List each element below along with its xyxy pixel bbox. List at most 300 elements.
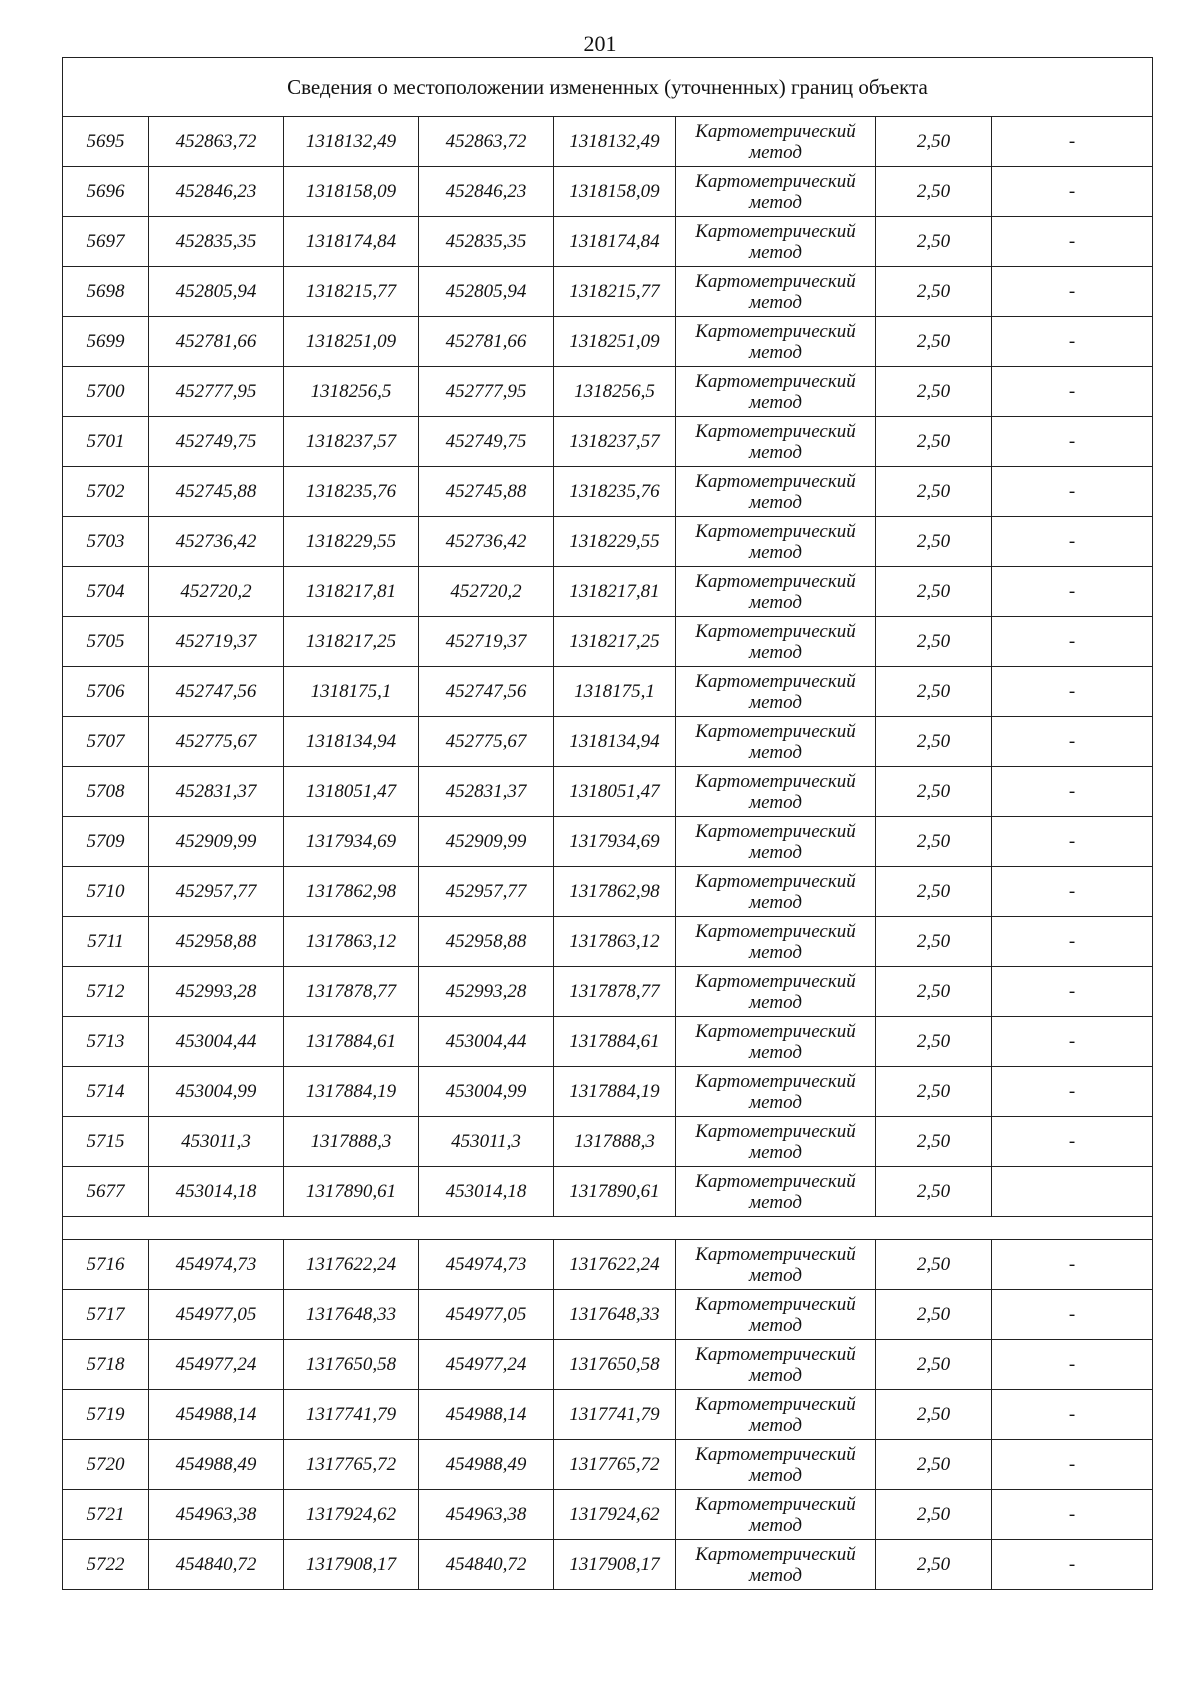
cell-accuracy: 2,50 <box>876 1340 992 1390</box>
cell-note: - <box>992 517 1153 567</box>
cell-point-number: 5722 <box>63 1540 149 1590</box>
cell-note: - <box>992 817 1153 867</box>
cell-y-existing: 1317741,79 <box>284 1390 419 1440</box>
table-row <box>63 817 1153 867</box>
table-row <box>63 517 1153 567</box>
method-line1: Картометрический <box>695 1343 856 1365</box>
cell-point-number: 5717 <box>63 1290 149 1340</box>
method-line1: Картометрический <box>695 820 856 842</box>
cell-method <box>676 1167 876 1217</box>
cell-note: - <box>992 1490 1153 1540</box>
cell-x-existing: 452846,23 <box>149 167 284 217</box>
cell-y-existing: 1317650,58 <box>284 1340 419 1390</box>
cell-accuracy: 2,50 <box>876 567 992 617</box>
cell-x-new: 452835,35 <box>419 217 554 267</box>
cell-y-existing: 1318256,5 <box>284 367 419 417</box>
table-row <box>63 317 1153 367</box>
method-line2: метод <box>749 891 802 913</box>
method-line2: метод <box>749 441 802 463</box>
cell-method <box>676 1240 876 1290</box>
cell-accuracy: 2,50 <box>876 667 992 717</box>
cell-note: - <box>992 267 1153 317</box>
cell-y-existing: 1318235,76 <box>284 467 419 517</box>
cell-x-new: 452831,37 <box>419 767 554 817</box>
cell-y-new: 1317862,98 <box>554 867 676 917</box>
cell-y-new: 1318174,84 <box>554 217 676 267</box>
cell-x-new: 452993,28 <box>419 967 554 1017</box>
cell-method <box>676 1340 876 1390</box>
cell-method <box>676 317 876 367</box>
cell-y-existing: 1317622,24 <box>284 1240 419 1290</box>
cell-x-new: 454988,14 <box>419 1390 554 1440</box>
cell-point-number: 5711 <box>63 917 149 967</box>
method-line1: Картометрический <box>695 770 856 792</box>
method-line1: Картометрический <box>695 720 856 742</box>
cell-note: - <box>992 317 1153 367</box>
cell-x-new: 454977,05 <box>419 1290 554 1340</box>
cell-note: - <box>992 1390 1153 1440</box>
cell-y-new: 1318215,77 <box>554 267 676 317</box>
cell-accuracy: 2,50 <box>876 917 992 967</box>
cell-point-number: 5710 <box>63 867 149 917</box>
cell-point-number: 5696 <box>63 167 149 217</box>
method-line1: Картометрический <box>695 620 856 642</box>
cell-method <box>676 1017 876 1067</box>
cell-note: - <box>992 1340 1153 1390</box>
table-row <box>63 1390 1153 1440</box>
method-line1: Картометрический <box>695 1020 856 1042</box>
cell-x-new: 452781,66 <box>419 317 554 367</box>
cell-method <box>676 1290 876 1340</box>
method-line2: метод <box>749 941 802 963</box>
cell-x-existing: 452775,67 <box>149 717 284 767</box>
method-line2: метод <box>749 1414 802 1436</box>
cell-y-new: 1317863,12 <box>554 917 676 967</box>
cell-method <box>676 1490 876 1540</box>
cell-point-number: 5705 <box>63 617 149 667</box>
cell-x-existing: 452781,66 <box>149 317 284 367</box>
cell-point-number: 5714 <box>63 1067 149 1117</box>
cell-point-number: 5720 <box>63 1440 149 1490</box>
method-line1: Картометрический <box>695 1070 856 1092</box>
cell-y-existing: 1317934,69 <box>284 817 419 867</box>
cell-x-new: 452909,99 <box>419 817 554 867</box>
cell-point-number: 5704 <box>63 567 149 617</box>
cell-note: - <box>992 867 1153 917</box>
method-line1: Картометрический <box>695 370 856 392</box>
cell-x-new: 454974,73 <box>419 1240 554 1290</box>
cell-method <box>676 817 876 867</box>
cell-x-existing: 454988,14 <box>149 1390 284 1440</box>
method-line1: Картометрический <box>695 270 856 292</box>
method-line2: метод <box>749 241 802 263</box>
cell-y-new: 1318217,81 <box>554 567 676 617</box>
cell-x-existing: 454840,72 <box>149 1540 284 1590</box>
cell-accuracy: 2,50 <box>876 1490 992 1540</box>
cell-note: - <box>992 167 1153 217</box>
cell-accuracy: 2,50 <box>876 467 992 517</box>
cell-note: - <box>992 1540 1153 1590</box>
cell-method <box>676 517 876 567</box>
cell-note: - <box>992 1440 1153 1490</box>
cell-x-new: 454988,49 <box>419 1440 554 1490</box>
cell-x-existing: 454974,73 <box>149 1240 284 1290</box>
cell-accuracy: 2,50 <box>876 717 992 767</box>
cell-x-new: 452846,23 <box>419 167 554 217</box>
cell-x-existing: 452993,28 <box>149 967 284 1017</box>
cell-point-number: 5700 <box>63 367 149 417</box>
cell-y-existing: 1317884,61 <box>284 1017 419 1067</box>
method-line1: Картометрический <box>695 1170 856 1192</box>
cell-y-new: 1317884,19 <box>554 1067 676 1117</box>
method-line2: метод <box>749 341 802 363</box>
table-row <box>63 1240 1153 1290</box>
table-header-row <box>63 58 1153 117</box>
boundary-coordinates-table <box>62 57 1153 1590</box>
cell-y-new: 1318251,09 <box>554 317 676 367</box>
cell-y-new: 1318229,55 <box>554 517 676 567</box>
method-line1: Картометрический <box>695 1493 856 1515</box>
cell-y-new: 1317884,61 <box>554 1017 676 1067</box>
cell-y-new: 1318132,49 <box>554 117 676 167</box>
cell-x-existing: 452719,37 <box>149 617 284 667</box>
table-row <box>63 717 1153 767</box>
table-row <box>63 667 1153 717</box>
table-row <box>63 1117 1153 1167</box>
cell-point-number: 5698 <box>63 267 149 317</box>
separator-cell <box>63 1217 1153 1240</box>
cell-point-number: 5703 <box>63 517 149 567</box>
method-line1: Картометрический <box>695 970 856 992</box>
cell-x-new: 452775,67 <box>419 717 554 767</box>
method-line1: Картометрический <box>695 1443 856 1465</box>
cell-x-existing: 453004,44 <box>149 1017 284 1067</box>
cell-x-new: 453004,99 <box>419 1067 554 1117</box>
method-line1: Картометрический <box>695 520 856 542</box>
method-line1: Картометрический <box>695 420 856 442</box>
group-separator-row <box>63 1217 1153 1240</box>
cell-accuracy: 2,50 <box>876 1117 992 1167</box>
cell-accuracy: 2,50 <box>876 417 992 467</box>
cell-x-new: 452749,75 <box>419 417 554 467</box>
cell-x-existing: 452831,37 <box>149 767 284 817</box>
cell-accuracy: 2,50 <box>876 167 992 217</box>
cell-point-number: 5701 <box>63 417 149 467</box>
cell-x-new: 452957,77 <box>419 867 554 917</box>
cell-x-new: 452736,42 <box>419 517 554 567</box>
method-line2: метод <box>749 1191 802 1213</box>
cell-method <box>676 717 876 767</box>
method-line1: Картометрический <box>695 120 856 142</box>
cell-y-existing: 1318215,77 <box>284 267 419 317</box>
table-row <box>63 117 1153 167</box>
method-line2: метод <box>749 491 802 513</box>
method-line1: Картометрический <box>695 1120 856 1142</box>
cell-x-new: 452745,88 <box>419 467 554 517</box>
cell-note: - <box>992 367 1153 417</box>
table-row <box>63 1167 1153 1217</box>
cell-y-new: 1317888,3 <box>554 1117 676 1167</box>
table-row <box>63 267 1153 317</box>
method-line2: метод <box>749 1364 802 1386</box>
method-line2: метод <box>749 741 802 763</box>
method-line1: Картометрический <box>695 920 856 942</box>
cell-method <box>676 1117 876 1167</box>
cell-y-existing: 1317648,33 <box>284 1290 419 1340</box>
cell-x-existing: 453004,99 <box>149 1067 284 1117</box>
table-row <box>63 167 1153 217</box>
cell-accuracy: 2,50 <box>876 867 992 917</box>
method-line2: метод <box>749 141 802 163</box>
cell-y-existing: 1317908,17 <box>284 1540 419 1590</box>
cell-y-new: 1317622,24 <box>554 1240 676 1290</box>
cell-x-new: 452720,2 <box>419 567 554 617</box>
cell-method <box>676 417 876 467</box>
table-row <box>63 1017 1153 1067</box>
cell-method <box>676 967 876 1017</box>
cell-y-new: 1317648,33 <box>554 1290 676 1340</box>
cell-y-existing: 1318175,1 <box>284 667 419 717</box>
method-line1: Картометрический <box>695 220 856 242</box>
table-row <box>63 917 1153 967</box>
cell-point-number: 5708 <box>63 767 149 817</box>
method-line2: метод <box>749 391 802 413</box>
cell-y-existing: 1318158,09 <box>284 167 419 217</box>
method-line2: метод <box>749 1314 802 1336</box>
cell-x-existing: 452747,56 <box>149 667 284 717</box>
cell-note: - <box>992 917 1153 967</box>
cell-method <box>676 1390 876 1440</box>
cell-y-existing: 1317890,61 <box>284 1167 419 1217</box>
method-line2: метод <box>749 591 802 613</box>
cell-x-new: 452719,37 <box>419 617 554 667</box>
table-row <box>63 967 1153 1017</box>
method-line1: Картометрический <box>695 1243 856 1265</box>
cell-y-new: 1318175,1 <box>554 667 676 717</box>
cell-point-number: 5702 <box>63 467 149 517</box>
cell-accuracy: 2,50 <box>876 117 992 167</box>
table-row <box>63 1490 1153 1540</box>
table-row <box>63 1290 1153 1340</box>
cell-x-new: 452747,56 <box>419 667 554 717</box>
cell-x-existing: 452777,95 <box>149 367 284 417</box>
table-row <box>63 417 1153 467</box>
method-line2: метод <box>749 1041 802 1063</box>
cell-point-number: 5697 <box>63 217 149 267</box>
cell-note: - <box>992 1290 1153 1340</box>
cell-accuracy: 2,50 <box>876 767 992 817</box>
cell-note: - <box>992 117 1153 167</box>
cell-accuracy: 2,50 <box>876 217 992 267</box>
method-line2: метод <box>749 1091 802 1113</box>
cell-point-number: 5712 <box>63 967 149 1017</box>
cell-x-existing: 452835,35 <box>149 217 284 267</box>
cell-x-new: 452863,72 <box>419 117 554 167</box>
cell-note: - <box>992 1117 1153 1167</box>
cell-accuracy: 2,50 <box>876 517 992 567</box>
cell-y-new: 1318256,5 <box>554 367 676 417</box>
method-line2: метод <box>749 541 802 563</box>
method-line2: метод <box>749 841 802 863</box>
cell-x-existing: 452745,88 <box>149 467 284 517</box>
cell-y-new: 1317650,58 <box>554 1340 676 1390</box>
cell-y-existing: 1317888,3 <box>284 1117 419 1167</box>
cell-accuracy: 2,50 <box>876 267 992 317</box>
cell-accuracy: 2,50 <box>876 967 992 1017</box>
cell-x-new: 452958,88 <box>419 917 554 967</box>
cell-y-new: 1317878,77 <box>554 967 676 1017</box>
cell-y-existing: 1318174,84 <box>284 217 419 267</box>
method-line1: Картометрический <box>695 1393 856 1415</box>
cell-note: - <box>992 667 1153 717</box>
cell-y-existing: 1317862,98 <box>284 867 419 917</box>
cell-y-new: 1318051,47 <box>554 767 676 817</box>
cell-note: - <box>992 717 1153 767</box>
cell-x-new: 454963,38 <box>419 1490 554 1540</box>
cell-y-new: 1318217,25 <box>554 617 676 667</box>
cell-accuracy: 2,50 <box>876 617 992 667</box>
table-row <box>63 1440 1153 1490</box>
cell-note: - <box>992 417 1153 467</box>
page-number: 201 <box>583 31 617 56</box>
table-row <box>63 367 1153 417</box>
cell-x-existing: 452863,72 <box>149 117 284 167</box>
table-row <box>63 1540 1153 1590</box>
cell-point-number: 5716 <box>63 1240 149 1290</box>
cell-x-new: 454840,72 <box>419 1540 554 1590</box>
cell-note: - <box>992 1240 1153 1290</box>
cell-x-existing: 453014,18 <box>149 1167 284 1217</box>
cell-note: - <box>992 767 1153 817</box>
method-line2: метод <box>749 191 802 213</box>
table-title: Сведения о местоположении измененных (уточненных) границ объекта <box>63 58 1153 117</box>
cell-method <box>676 1540 876 1590</box>
cell-y-existing: 1317884,19 <box>284 1067 419 1117</box>
cell-x-existing: 452749,75 <box>149 417 284 467</box>
cell-point-number: 5721 <box>63 1490 149 1540</box>
cell-x-existing: 452720,2 <box>149 567 284 617</box>
table-row <box>63 1340 1153 1390</box>
cell-note: - <box>992 617 1153 667</box>
cell-point-number: 5707 <box>63 717 149 767</box>
cell-y-new: 1318237,57 <box>554 417 676 467</box>
table-row <box>63 617 1153 667</box>
cell-method <box>676 767 876 817</box>
cell-accuracy: 2,50 <box>876 817 992 867</box>
method-line1: Картометрический <box>695 320 856 342</box>
cell-accuracy: 2,50 <box>876 1017 992 1067</box>
cell-accuracy: 2,50 <box>876 1440 992 1490</box>
cell-y-existing: 1317765,72 <box>284 1440 419 1490</box>
cell-x-existing: 452958,88 <box>149 917 284 967</box>
cell-x-existing: 452957,77 <box>149 867 284 917</box>
cell-point-number: 5709 <box>63 817 149 867</box>
method-line2: метод <box>749 791 802 813</box>
cell-x-new: 452777,95 <box>419 367 554 417</box>
method-line2: метод <box>749 1464 802 1486</box>
cell-x-existing: 452736,42 <box>149 517 284 567</box>
table-row <box>63 467 1153 517</box>
cell-y-existing: 1318134,94 <box>284 717 419 767</box>
cell-accuracy: 2,50 <box>876 1290 992 1340</box>
cell-y-new: 1317934,69 <box>554 817 676 867</box>
cell-method <box>676 117 876 167</box>
cell-y-existing: 1318217,25 <box>284 617 419 667</box>
cell-point-number: 5699 <box>63 317 149 367</box>
method-line2: метод <box>749 1564 802 1586</box>
cell-method <box>676 217 876 267</box>
cell-method <box>676 917 876 967</box>
method-line1: Картометрический <box>695 670 856 692</box>
cell-note: - <box>992 1067 1153 1117</box>
method-line1: Картометрический <box>695 170 856 192</box>
cell-y-new: 1317924,62 <box>554 1490 676 1540</box>
cell-note: - <box>992 1017 1153 1067</box>
cell-x-new: 452805,94 <box>419 267 554 317</box>
method-line2: метод <box>749 991 802 1013</box>
cell-y-existing: 1318229,55 <box>284 517 419 567</box>
method-line1: Картометрический <box>695 870 856 892</box>
cell-x-new: 454977,24 <box>419 1340 554 1390</box>
table-row <box>63 767 1153 817</box>
cell-y-new: 1317765,72 <box>554 1440 676 1490</box>
method-line2: метод <box>749 291 802 313</box>
cell-method <box>676 867 876 917</box>
method-line2: метод <box>749 691 802 713</box>
cell-x-existing: 452805,94 <box>149 267 284 317</box>
cell-point-number: 5706 <box>63 667 149 717</box>
cell-y-new: 1318235,76 <box>554 467 676 517</box>
method-line1: Картометрический <box>695 1543 856 1565</box>
cell-x-existing: 454977,24 <box>149 1340 284 1390</box>
cell-x-new: 453004,44 <box>419 1017 554 1067</box>
cell-x-new: 453011,3 <box>419 1117 554 1167</box>
cell-method <box>676 1067 876 1117</box>
method-line1: Картометрический <box>695 570 856 592</box>
cell-point-number: 5695 <box>63 117 149 167</box>
table-row <box>63 1067 1153 1117</box>
cell-x-existing: 452909,99 <box>149 817 284 867</box>
method-line2: метод <box>749 1141 802 1163</box>
cell-method <box>676 1440 876 1490</box>
cell-y-new: 1317890,61 <box>554 1167 676 1217</box>
cell-y-existing: 1318237,57 <box>284 417 419 467</box>
cell-method <box>676 617 876 667</box>
cell-accuracy: 2,50 <box>876 1240 992 1290</box>
cell-x-existing: 454988,49 <box>149 1440 284 1490</box>
cell-y-existing: 1318132,49 <box>284 117 419 167</box>
cell-note: - <box>992 567 1153 617</box>
cell-y-new: 1317741,79 <box>554 1390 676 1440</box>
cell-note: - <box>992 967 1153 1017</box>
cell-note: - <box>992 217 1153 267</box>
cell-note <box>992 1167 1153 1217</box>
cell-y-existing: 1317878,77 <box>284 967 419 1017</box>
cell-accuracy: 2,50 <box>876 1067 992 1117</box>
method-line1: Картометрический <box>695 1293 856 1315</box>
cell-method <box>676 267 876 317</box>
cell-y-existing: 1318251,09 <box>284 317 419 367</box>
cell-point-number: 5677 <box>63 1167 149 1217</box>
cell-accuracy: 2,50 <box>876 1390 992 1440</box>
cell-method <box>676 467 876 517</box>
cell-point-number: 5719 <box>63 1390 149 1440</box>
cell-y-existing: 1317924,62 <box>284 1490 419 1540</box>
cell-x-existing: 454963,38 <box>149 1490 284 1540</box>
cell-x-new: 453014,18 <box>419 1167 554 1217</box>
cell-point-number: 5715 <box>63 1117 149 1167</box>
method-line2: метод <box>749 1264 802 1286</box>
